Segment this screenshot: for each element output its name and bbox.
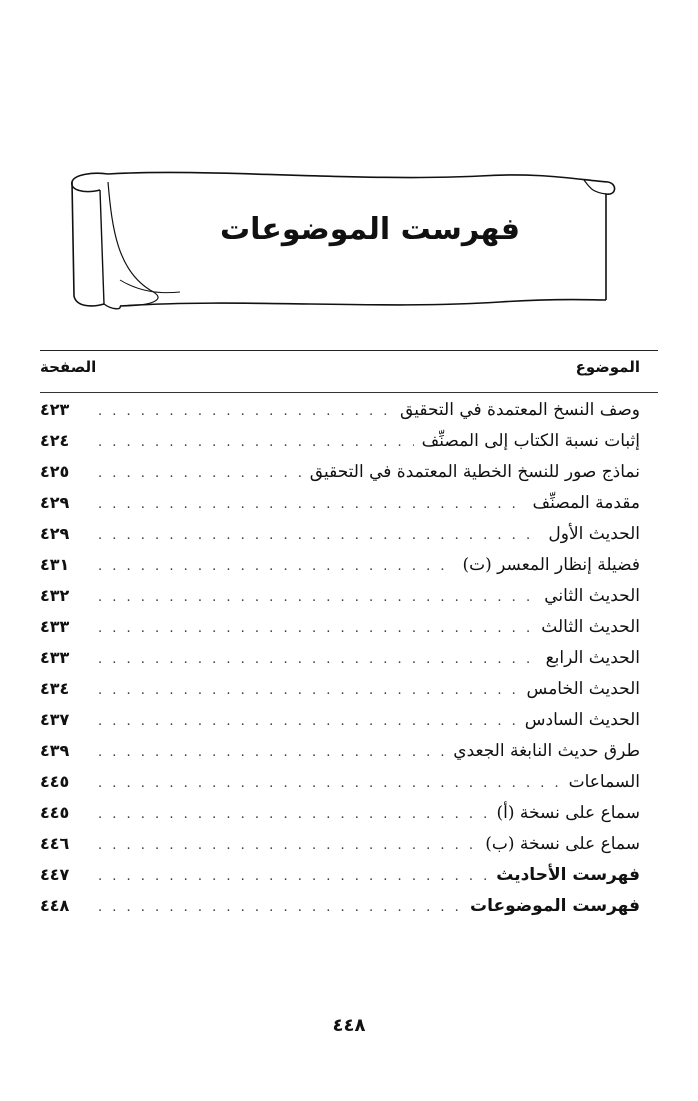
table-of-contents <box>40 400 640 927</box>
toc-entry <box>40 679 640 710</box>
toc-entry-title: نماذج صور للنسخ الخطية المعتمدة في التحقيق <box>309 462 640 482</box>
toc-entry-title: سماع على نسخة (ب) <box>485 834 640 854</box>
dot-leader <box>98 590 536 605</box>
dot-leader <box>98 776 561 791</box>
toc-entry-page: ٤٢٩ <box>40 493 70 512</box>
toc-entry-page: ٤٣٤ <box>40 679 70 698</box>
dot-leader <box>98 683 519 698</box>
page-number: ٤٤٨ <box>332 1015 366 1036</box>
dot-leader <box>98 466 302 481</box>
toc-entry-title: مقدمة المصنِّف <box>532 493 640 513</box>
toc-entry-page: ٤٣٣ <box>40 617 70 636</box>
dot-leader <box>98 528 540 543</box>
column-header-topic: الموضوع <box>575 358 640 376</box>
toc-entry <box>40 834 640 865</box>
dot-leader <box>98 621 533 636</box>
toc-entry <box>40 555 640 586</box>
toc-entry <box>40 772 640 803</box>
dot-leader <box>98 807 488 822</box>
toc-entry-title: الحديث الثالث <box>541 617 640 637</box>
toc-entry <box>40 431 640 462</box>
toc-entry-title: فهرست الأحاديث <box>496 865 640 885</box>
toc-entry-title: الحديث السادس <box>524 710 640 730</box>
toc-entry <box>40 741 640 772</box>
toc-entry-page: ٤٣٧ <box>40 710 70 729</box>
toc-entry-page: ٤٣١ <box>40 555 70 574</box>
toc-entry-page: ٤٢٤ <box>40 431 70 450</box>
toc-entry-page: ٤٣٩ <box>40 741 70 760</box>
toc-entry-title: وصف النسخ المعتمدة في التحقيق <box>400 400 640 420</box>
toc-entry-title: السماعات <box>568 772 640 792</box>
dot-leader <box>98 745 445 760</box>
dot-leader <box>98 559 455 574</box>
toc-entry <box>40 462 640 493</box>
toc-entry-page: ٤٢٣ <box>40 400 70 419</box>
toc-entry-title: طرق حديث النابغة الجعدي <box>453 741 640 761</box>
top-rule <box>40 350 658 351</box>
toc-entry <box>40 803 640 834</box>
title-scroll-banner <box>60 160 620 320</box>
toc-entry-page: ٤٤٦ <box>40 834 70 853</box>
toc-entry-page: ٤٤٥ <box>40 803 70 822</box>
toc-entry <box>40 617 640 648</box>
toc-entry-title: فضيلة إنظار المعسر (ت) <box>462 555 640 575</box>
toc-entry-page: ٤٤٧ <box>40 865 70 884</box>
toc-entry <box>40 524 640 555</box>
toc-entry <box>40 648 640 679</box>
toc-entry-page: ٤٢٩ <box>40 524 70 543</box>
toc-entry <box>40 710 640 741</box>
toc-entry-title: إثبات نسبة الكتاب إلى المصنِّف <box>421 431 640 451</box>
toc-entry <box>40 865 640 896</box>
toc-entry <box>40 896 640 927</box>
toc-entry-title: الحديث الأول <box>548 524 640 544</box>
toc-entry-page: ٤٣٣ <box>40 648 70 667</box>
toc-entry-page: ٤٤٥ <box>40 772 70 791</box>
dot-leader <box>98 714 517 729</box>
toc-entry-page: ٤٤٨ <box>40 896 70 915</box>
dot-leader <box>98 404 392 419</box>
header-rule <box>40 392 658 393</box>
toc-entry-title: الحديث الرابع <box>545 648 640 668</box>
toc-entry-title: الحديث الثاني <box>544 586 640 606</box>
dot-leader <box>98 869 488 884</box>
toc-entry-page: ٤٢٥ <box>40 462 70 481</box>
dot-leader <box>98 497 525 512</box>
toc-entry-page: ٤٣٢ <box>40 586 70 605</box>
toc-entry <box>40 493 640 524</box>
dot-leader <box>98 838 477 853</box>
toc-entry <box>40 400 640 431</box>
dot-leader <box>98 652 538 667</box>
page-title: فهرست الموضوعات <box>220 212 520 247</box>
column-header-page: الصفحة <box>40 358 97 376</box>
toc-entry-title: فهرست الموضوعات <box>470 896 640 916</box>
toc-entry-title: الحديث الخامس <box>526 679 640 699</box>
dot-leader <box>98 435 414 450</box>
toc-entry-title: سماع على نسخة (أ) <box>496 803 640 823</box>
dot-leader <box>98 900 462 915</box>
toc-entry <box>40 586 640 617</box>
